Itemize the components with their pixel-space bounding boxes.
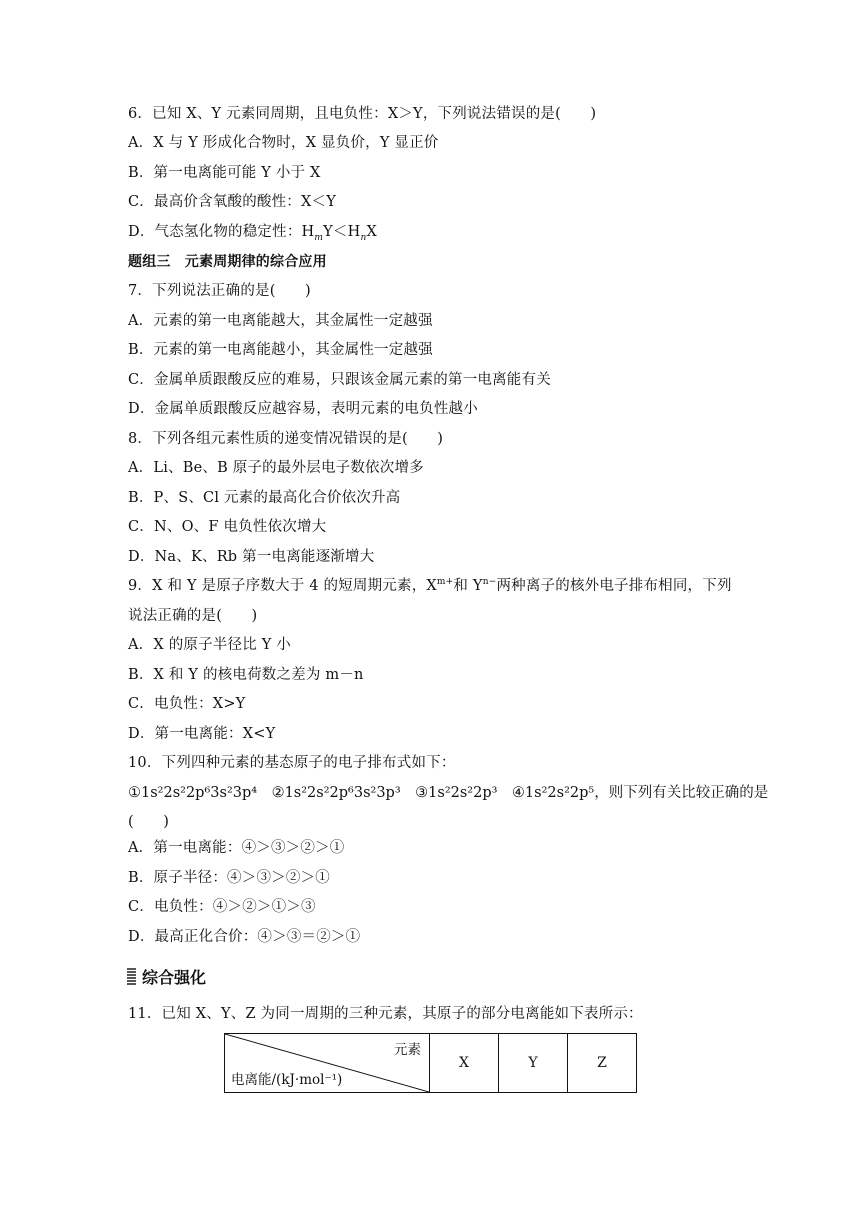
q6-option-a: A．X 与 Y 形成化合物时，X 显负价，Y 显正价 [128,135,439,151]
table-row [225,1034,637,1093]
q10-paren: ( ) [128,814,170,830]
corner-top-label: 元素 [394,1042,421,1058]
q10-option-a: A．第一电离能：④＞③＞②＞① [128,840,345,856]
section-heading [127,964,206,988]
q10-option-b: B．原子半径：④＞③＞②＞① [128,870,330,886]
q7-option-c: C．金属单质跟酸反应的难易，只跟该金属元素的第一电离能有关 [128,372,551,388]
corner-bottom-label: 电离能/(kJ·mol⁻¹) [231,1072,343,1088]
q8-option-b: B．P、S、Cl 元素的最高化合价依次升高 [128,490,401,506]
q11-stem: 11．已知 X、Y、Z 为同一周期的三种元素，其原子的部分电离能如下表所示： [128,1006,643,1022]
q6-option-d: D．气态氢化物的稳定性：$H_mY<H_nX$ [128,224,377,243]
section-marker-icon [127,968,136,985]
q9-stem-line2: 说法正确的是( ) [128,608,258,624]
q9-option-c: C．电负性：X>Y [128,696,246,712]
q10-electron-configs: ①1s²2s²2p⁶3s²3p⁴ ②1s²2s²2p⁶3s²3p³ ③1s²2s²2p³ ④1s²2s²2p⁵，则下列有关比较正确的是 [128,785,769,801]
q10-stem-line1: 10．下列四种元素的基态原子的电子排布式如下： [128,755,456,771]
section-title: 综合强化 [142,967,207,987]
ionization-energy-table [224,1033,637,1093]
q9-option-b: B．X 和 Y 的核电荷数之差为 m－n [128,667,364,683]
q7-stem: 7．下列说法正确的是( ) [128,283,311,299]
q7-option-a: A．元素的第一电离能越大，其金属性一定越强 [128,313,433,329]
q6-option-c: C．最高价含氧酸的酸性：X＜Y [128,194,336,210]
q6-option-b: B．第一电离能可能 Y 小于 X [128,165,321,181]
q8-stem: 8．下列各组元素性质的递变情况错误的是( ) [128,431,444,447]
q9-stem-line1: 9．X 和 Y 是原子序数大于 4 的短周期元素，$X^{m+}$和 $Y^{n-}$两种离子的核外电子排布相同，下列 [128,577,732,594]
column-header-x: X [430,1034,499,1093]
q7-option-d: D．金属单质跟酸反应越容易，表明元素的电负性越小 [128,401,478,417]
group3-title: 题组三 元素周期律的综合应用 [128,254,327,270]
column-header-y: Y [499,1034,568,1093]
q8-option-c: C．N、O、F 电负性依次增大 [128,519,327,535]
q9-option-a: A．X 的原子半径比 Y 小 [128,637,291,653]
q10-option-c: C．电负性：④＞②＞①＞③ [128,899,316,915]
q6-stem: 6．已知 X、Y 元素同周期，且电负性：X＞Y，下列说法错误的是( ) [128,106,597,122]
column-header-z: Z [568,1034,637,1093]
q7-option-b: B．元素的第一电离能越小，其金属性一定越强 [128,342,433,358]
q8-option-d: D．Na、K、Rb 第一电离能逐渐增大 [128,549,375,565]
q9-option-d: D．第一电离能：X<Y [128,726,276,742]
table-corner-cell [225,1034,430,1093]
q8-option-a: A．Li、Be、B 原子的最外层电子数依次增多 [128,460,424,476]
q10-option-d: D．最高正化合价：④＞③＝②＞① [128,929,361,945]
